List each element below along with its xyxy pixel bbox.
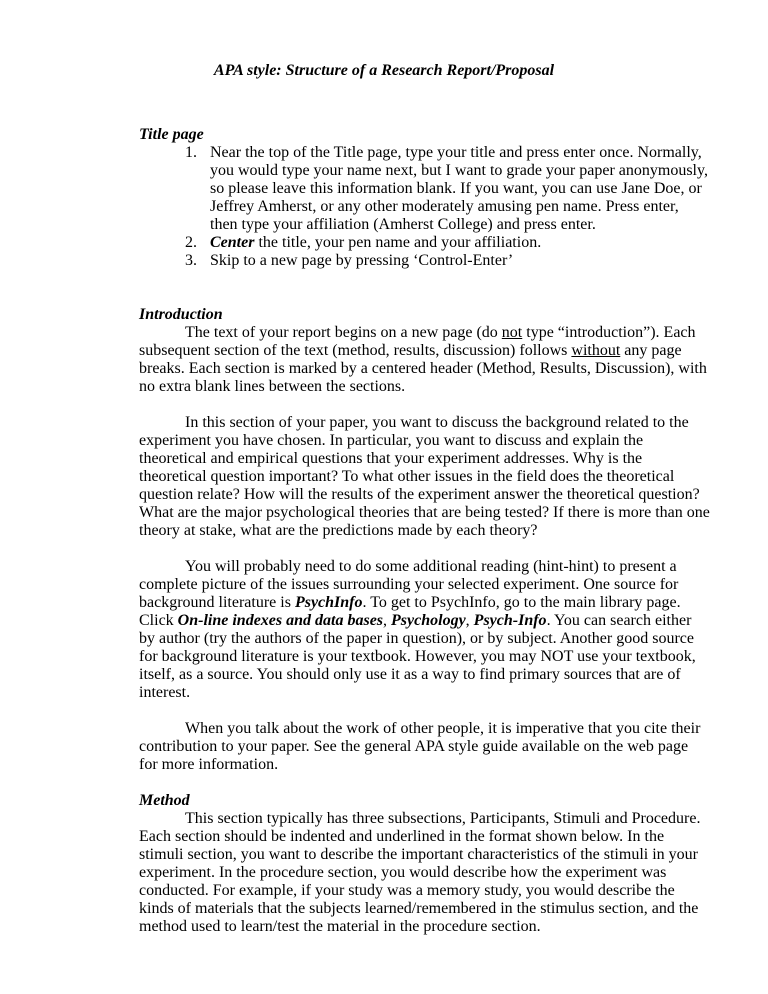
paragraph-line: [139, 594, 681, 612]
line-text: The text of your report begins on a new page (do: [185, 324, 502, 341]
paragraph-line: itself, as a source. You should only use it as a way to find primary sources that are of: [139, 666, 681, 683]
line-text: background literature is: [139, 594, 295, 611]
paragraph-line: theoretical question important? To what other issues in the field does the theoretical: [139, 468, 675, 485]
list-item-line: Near the top of the Title page, type your title and press enter once. Normally,: [210, 144, 702, 161]
paragraph-line: You will probably need to do some additional reading (hint-hint) to present a: [185, 558, 677, 575]
emphasis-text: Center: [210, 234, 255, 251]
emphasis-text: Psychology: [391, 612, 466, 629]
paragraph-line: by author (try the authors of the paper in question), or by subject. Another good source: [139, 630, 694, 647]
paragraph-line: experiment you have chosen. In particular, you want to discuss and explain the: [139, 432, 644, 449]
line-text: ,: [465, 612, 474, 629]
line-text: ,: [383, 612, 392, 629]
list-item-line: [210, 234, 541, 252]
paragraph-line: question relate? How will the results of the experiment answer the theoretical question?: [139, 486, 700, 503]
line-text: . To get to PsychInfo, go to the main library page.: [362, 594, 681, 611]
paragraph-line: for background literature is your textbook. However, you may NOT use your textbook,: [139, 648, 696, 665]
document-title: APA style: Structure of a Research Report/Proposal: [213, 62, 555, 79]
underlined-text: not: [501, 324, 523, 341]
paragraph-line: breaks. Each section is marked by a centered header (Method, Results, Discussion), with: [139, 360, 707, 377]
paragraph-line: [139, 612, 691, 630]
emphasis-text: PsychInfo: [294, 594, 363, 611]
paragraph-line: kinds of materials that the subjects learned/remembered in the stimulus section, and the: [139, 900, 699, 917]
line-text: any page: [620, 342, 682, 359]
paragraph-line: contribution to your paper. See the general APA style guide available on the web page: [139, 738, 689, 755]
paragraph-line: [185, 324, 696, 342]
list-item-line: Jeffrey Amherst, or any other moderately amusing pen name. Press enter,: [210, 198, 679, 215]
paragraph-line: no extra blank lines between the sections.: [139, 378, 406, 395]
line-text: Click: [139, 612, 178, 629]
paragraph-line: When you talk about the work of other people, it is imperative that you cite their: [185, 720, 701, 737]
paragraph-line: stimuli section, you want to describe the important characteristics of the stimuli in your: [139, 846, 698, 863]
section-heading-method: Method: [139, 792, 190, 809]
paragraph-line: for more information.: [139, 756, 279, 773]
paragraph-line: What are the major psychological theories that are being tested? If there is more than one: [139, 504, 710, 521]
list-item-number: 1.: [185, 144, 197, 161]
line-text: subsequent section of the text (method, results, discussion) follows: [139, 342, 572, 359]
paragraph-line: [139, 342, 682, 360]
paragraph-line: theoretical and empirical questions that your experiment addresses. Why is the: [139, 450, 643, 467]
paragraph-line: In this section of your paper, you want to discuss the background related to the: [185, 414, 689, 431]
list-item-number: 3.: [185, 252, 197, 269]
list-item-line: then type your affiliation (Amherst College) and press enter.: [210, 216, 596, 233]
section-heading-introduction: Introduction: [139, 306, 223, 323]
list-item-number: 2.: [185, 234, 197, 251]
list-item-line: so please leave this information blank. If you want, you can use Jane Doe, or: [210, 180, 702, 197]
list-item-line: Skip to a new page by pressing ‘Control-Enter’: [210, 252, 514, 269]
section-heading-title-page: Title page: [139, 126, 204, 143]
paragraph-line: This section typically has three subsections, Participants, Stimuli and Procedure.: [185, 810, 701, 827]
list-item-line: you would type your name next, but I want to grade your paper anonymously,: [210, 162, 708, 179]
underlined-text: without: [571, 342, 621, 359]
emphasis-text: On-line indexes and data bases: [177, 612, 384, 629]
paragraph-line: Each section should be indented and underlined in the format shown below. In the: [139, 828, 665, 845]
paragraph-line: conducted. For example, if your study was a memory study, you would describe the: [139, 882, 675, 899]
paragraph-line: complete picture of the issues surrounding your selected experiment. One source for: [139, 576, 679, 593]
paragraph-line: method used to learn/test the material in the procedure section.: [139, 918, 541, 935]
line-text: . You can search either: [546, 612, 692, 629]
paragraph-line: theory at stake, what are the predictions made by each theory?: [139, 522, 538, 539]
line-text: type “introduction”). Each: [522, 324, 696, 341]
paragraph-line: interest.: [139, 684, 191, 701]
line-text: the title, your pen name and your affiliation.: [254, 234, 542, 251]
emphasis-text: Psych-Info: [473, 612, 547, 629]
paragraph-line: experiment. In the procedure section, you would describe how the experiment was: [139, 864, 667, 881]
